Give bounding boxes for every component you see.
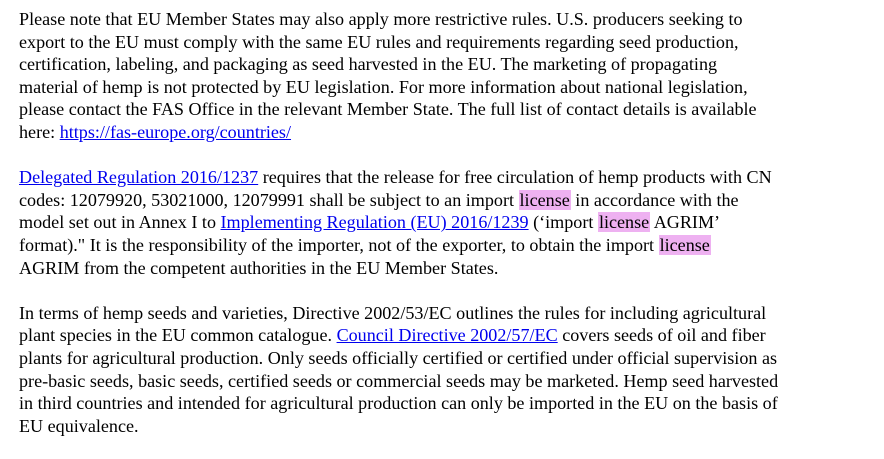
text-span: plant species in the EU common catalogue. (19, 325, 337, 346)
text-span: covers seeds of oil and fiber (557, 325, 766, 346)
text-span: requires that the release for free circulation of hemp products with CN (258, 167, 772, 188)
text-line (19, 234, 869, 257)
fas-countries-link[interactable]: https://fas-europe.org/countries/ (59, 121, 292, 142)
text-span: format)." It is the responsibility of the importer, not of the exporter, to obtain the import (19, 234, 659, 255)
implementing-regulation-link[interactable]: Implementing Regulation (EU) 2016/1239 (220, 212, 529, 233)
text-line: pre-basic seeds, basic seeds, certified seeds or commercial seeds may be marketed. Hemp seed harvested (19, 370, 779, 391)
council-directive-link[interactable]: Council Directive 2002/57/EC (336, 325, 558, 346)
paragraph-import-license (19, 166, 869, 279)
text-line (19, 166, 869, 189)
search-highlight: license (659, 234, 710, 255)
paragraph-export-rules (19, 8, 869, 144)
search-highlight: license (598, 212, 650, 233)
text-line (19, 211, 869, 234)
text-line (19, 324, 869, 347)
search-highlight: license (519, 189, 570, 210)
paragraph-seed-varieties (19, 302, 869, 438)
text-span: AGRIM’ (650, 212, 721, 233)
text-line: certification, labeling, and packaging as seed harvested in the EU. The marketing of propagating (19, 54, 718, 75)
text-line (19, 121, 869, 144)
text-span: in accordance with the (570, 189, 739, 210)
text-span: codes: 12079920, 53021000, 12079991 shall be subject to an import (19, 189, 519, 210)
text-line: EU equivalence. (19, 415, 139, 436)
text-line: In terms of hemp seeds and varieties, Directive 2002/53/EC outlines the rules for including agricultural (19, 302, 767, 323)
text-line (19, 189, 869, 212)
text-line: please contact the FAS Office in the relevant Member State. The full list of contact details is available (19, 99, 757, 120)
text-line: material of hemp is not protected by EU legislation. For more information about national legislation, (19, 76, 748, 97)
text-span: model set out in Annex I to (19, 212, 221, 233)
text-span: here: (19, 121, 60, 142)
text-line: Please note that EU Member States may also apply more restrictive rules. U.S. producers seeking to (19, 9, 743, 29)
text-span: (‘import (528, 212, 598, 233)
text-line: plants for agricultural production. Only seeds officially certified or certified under official supervision as (19, 347, 778, 368)
text-line: AGRIM from the competent authorities in the EU Member States. (19, 257, 499, 278)
text-line: export to the EU must comply with the same EU rules and requirements regarding seed production, (19, 31, 739, 52)
text-line: in third countries and intended for agricultural production can only be imported in the EU on the basis of (19, 393, 778, 414)
delegated-regulation-link[interactable]: Delegated Regulation 2016/1237 (19, 167, 259, 188)
